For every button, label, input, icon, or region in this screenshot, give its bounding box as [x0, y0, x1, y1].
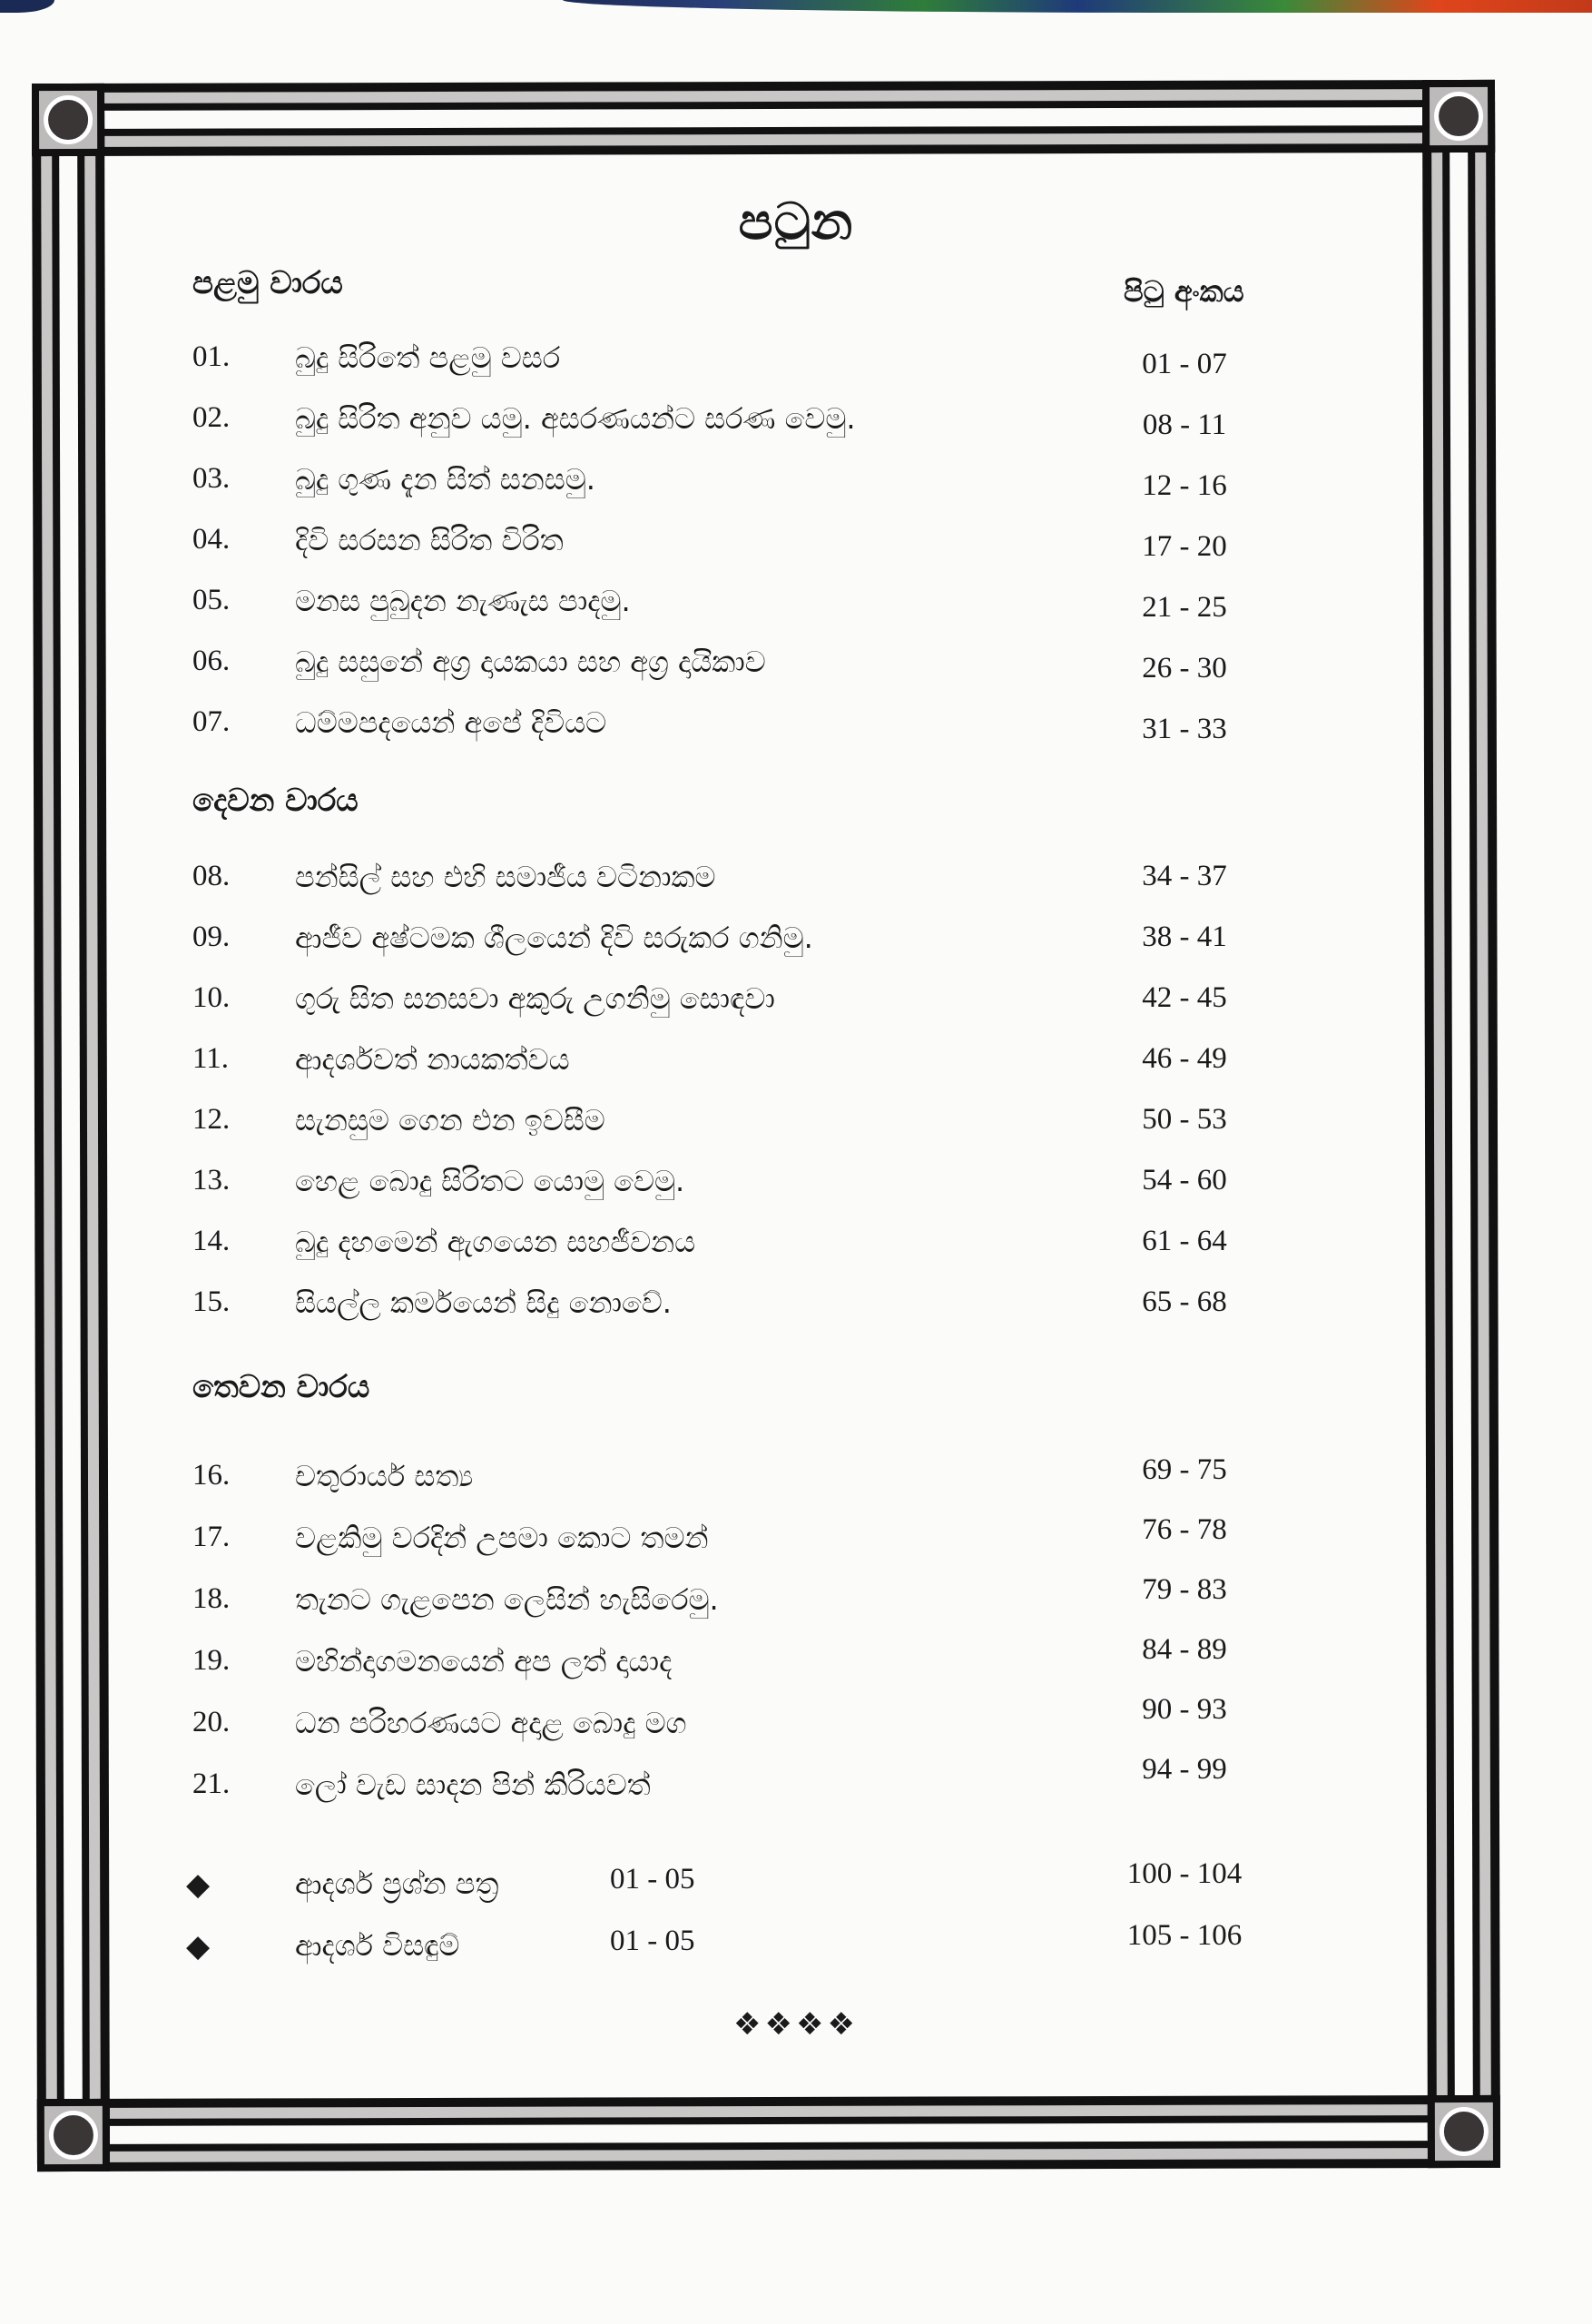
entry-title: හෙළ බොදු සිරිතට යොමු වෙමු. — [295, 1164, 685, 1198]
entry-title: සැනසුම ගෙන එන ඉවසීම — [295, 1103, 605, 1137]
entry-pages: 69 - 75 — [1142, 1453, 1227, 1486]
page-title: පටුන — [738, 192, 854, 251]
entry-title: ලෝ වැඩ සාදන පින් කිරියවත් — [295, 1768, 651, 1802]
entry-pages: 26 - 30 — [1142, 652, 1227, 684]
entry-number: 18. — [192, 1582, 231, 1615]
entry-number: 08. — [192, 860, 231, 892]
entry-title: ධම්මපදයෙන් අපේ දිවියට — [295, 705, 607, 740]
entry-number: 09. — [192, 921, 231, 953]
page-number-column-header: පිටු අංකය — [1124, 274, 1244, 309]
toc-entry-model-papers[interactable] — [0, 1857, 1592, 1912]
entry-title: ආදර්ශ විසඳුම් — [295, 1928, 460, 1963]
entry-title: ආජීව අෂ්ටමක ශීලයෙන් දිවි සරුකර ගනිමු. — [295, 921, 813, 955]
toc-entry[interactable] — [0, 401, 1592, 447]
toc-entry[interactable] — [0, 1693, 1592, 1751]
entry-pages: 31 - 33 — [1142, 713, 1227, 745]
toc-entry[interactable] — [0, 1103, 1592, 1148]
entry-pages: 84 - 89 — [1142, 1633, 1227, 1666]
entry-pages: 50 - 53 — [1142, 1103, 1227, 1136]
entry-title: බුදු සිරිතේ පළමු වසර — [295, 340, 561, 375]
entry-number: 12. — [192, 1103, 231, 1136]
entry-number: 20. — [192, 1706, 231, 1738]
entry-number: 06. — [192, 645, 231, 677]
entry-number: 05. — [192, 584, 231, 616]
entry-number: 16. — [192, 1459, 231, 1492]
entry-pages: 01 - 07 — [1142, 348, 1227, 380]
entry-title: ධන පරිහරණයට අදාළ බොදු මග — [295, 1706, 687, 1740]
toc-entry[interactable] — [0, 921, 1592, 966]
entry-pages: 54 - 60 — [1142, 1164, 1227, 1196]
entry-number: 10. — [192, 981, 231, 1014]
entry-number: 02. — [192, 401, 231, 434]
entry-pages: 65 - 68 — [1142, 1285, 1227, 1318]
entry-title: බුදු සිරිත අනුව යමු. අසරණයන්ට සරණ වෙමු. — [295, 401, 856, 436]
toc-entry[interactable] — [0, 1753, 1592, 1813]
entry-range: 01 - 05 — [610, 1925, 695, 1957]
toc-entry[interactable] — [0, 1513, 1592, 1566]
toc-entry[interactable] — [0, 1285, 1592, 1331]
toc-entry[interactable] — [0, 340, 1592, 386]
toc-entry[interactable] — [0, 645, 1592, 690]
entry-title: සියල්ල කර්මයෙන් සිදු නොවේ. — [295, 1285, 672, 1320]
entry-title: බුදු සසුනේ අග්‍ර දායකයා සහ අග්‍ර දායිකාව — [295, 645, 766, 679]
entry-number: 17. — [192, 1521, 231, 1553]
entry-pages: 100 - 104 — [1126, 1857, 1243, 1890]
entry-pages: 46 - 49 — [1142, 1042, 1227, 1075]
entry-pages: 42 - 45 — [1142, 981, 1227, 1014]
toc-entry[interactable] — [0, 1453, 1592, 1504]
entry-pages: 105 - 106 — [1126, 1919, 1243, 1952]
entry-title: තැනට ගැළපෙන ලෙසින් හැසිරෙමු. — [295, 1582, 719, 1617]
entry-number: 15. — [192, 1285, 231, 1318]
entry-title: මහින්දාගමනයෙන් අප ලත් දායාද — [295, 1644, 673, 1679]
toc-entry[interactable] — [0, 462, 1592, 507]
section-heading-term-1: පළමු වාරය — [192, 265, 343, 301]
diamond-bullet-icon: ◆ — [186, 1866, 211, 1903]
entry-pages: 61 - 64 — [1142, 1225, 1227, 1257]
entry-number: 03. — [192, 462, 231, 495]
entry-pages: 90 - 93 — [1142, 1693, 1227, 1726]
entry-number: 04. — [192, 523, 231, 556]
toc-entry[interactable] — [0, 1633, 1592, 1689]
entry-number: 14. — [192, 1225, 231, 1257]
entry-title: මනස පුබුදන නැණැස පාදමු. — [295, 584, 631, 618]
entry-pages: 94 - 99 — [1142, 1753, 1227, 1786]
entry-title: ආදර්ශ ප්‍රශ්න පත්‍ර — [295, 1866, 499, 1901]
entry-number: 07. — [192, 705, 231, 738]
entry-number: 11. — [192, 1042, 230, 1075]
toc-entry-model-answers[interactable] — [0, 1919, 1592, 1974]
entry-pages: 76 - 78 — [1142, 1513, 1227, 1546]
toc-entry[interactable] — [0, 584, 1592, 629]
entry-pages: 08 - 11 — [1142, 409, 1227, 441]
entry-title: චතුරාර්ය සත්‍ය — [295, 1459, 474, 1493]
entry-title: දිවි සරසන සිරිත විරිත — [295, 523, 564, 557]
diamond-bullet-icon: ◆ — [186, 1928, 211, 1965]
toc-entry[interactable] — [0, 1573, 1592, 1628]
section-heading-term-2: දෙවන වාරය — [192, 783, 359, 819]
entry-number: 19. — [192, 1644, 231, 1677]
entry-pages: 17 - 20 — [1142, 530, 1227, 563]
toc-entry[interactable] — [0, 1042, 1592, 1088]
toc-entry[interactable] — [0, 705, 1592, 751]
entry-pages: 21 - 25 — [1142, 591, 1227, 624]
ornament-divider-icon: ❖❖❖❖ — [733, 2006, 859, 2043]
entry-number: 13. — [192, 1164, 231, 1196]
entry-title: පන්සිල් සහ එහි සමාජීය වටිනාකම — [295, 860, 716, 894]
entry-pages: 34 - 37 — [1142, 860, 1227, 892]
entry-title: බුදු දහමෙන් ඇගයෙන සහජීවනය — [295, 1225, 696, 1259]
toc-entry[interactable] — [0, 523, 1592, 568]
entry-pages: 79 - 83 — [1142, 1573, 1227, 1606]
entry-pages: 38 - 41 — [1142, 921, 1227, 953]
toc-entry[interactable] — [0, 860, 1592, 905]
toc-entry[interactable] — [0, 1164, 1592, 1209]
entry-title: වළකිමු වරදින් උපමා කොට තමන් — [295, 1521, 709, 1555]
entry-title: ආදර්ශවත් නායකත්වය — [295, 1042, 570, 1077]
entry-range: 01 - 05 — [610, 1863, 695, 1896]
entry-title: බුදු ගුණ දැන සිත් සනසමු. — [295, 462, 595, 497]
entry-number: 01. — [192, 340, 231, 373]
entry-number: 21. — [192, 1768, 231, 1800]
section-heading-term-3: තෙවන වාරය — [192, 1369, 370, 1405]
entry-pages: 12 - 16 — [1142, 469, 1227, 502]
toc-entry[interactable] — [0, 1225, 1592, 1270]
toc-entry[interactable] — [0, 981, 1592, 1027]
entry-title: ගුරු සිත සනසවා අකුරු උගනිමු සොඳවා — [295, 981, 775, 1016]
